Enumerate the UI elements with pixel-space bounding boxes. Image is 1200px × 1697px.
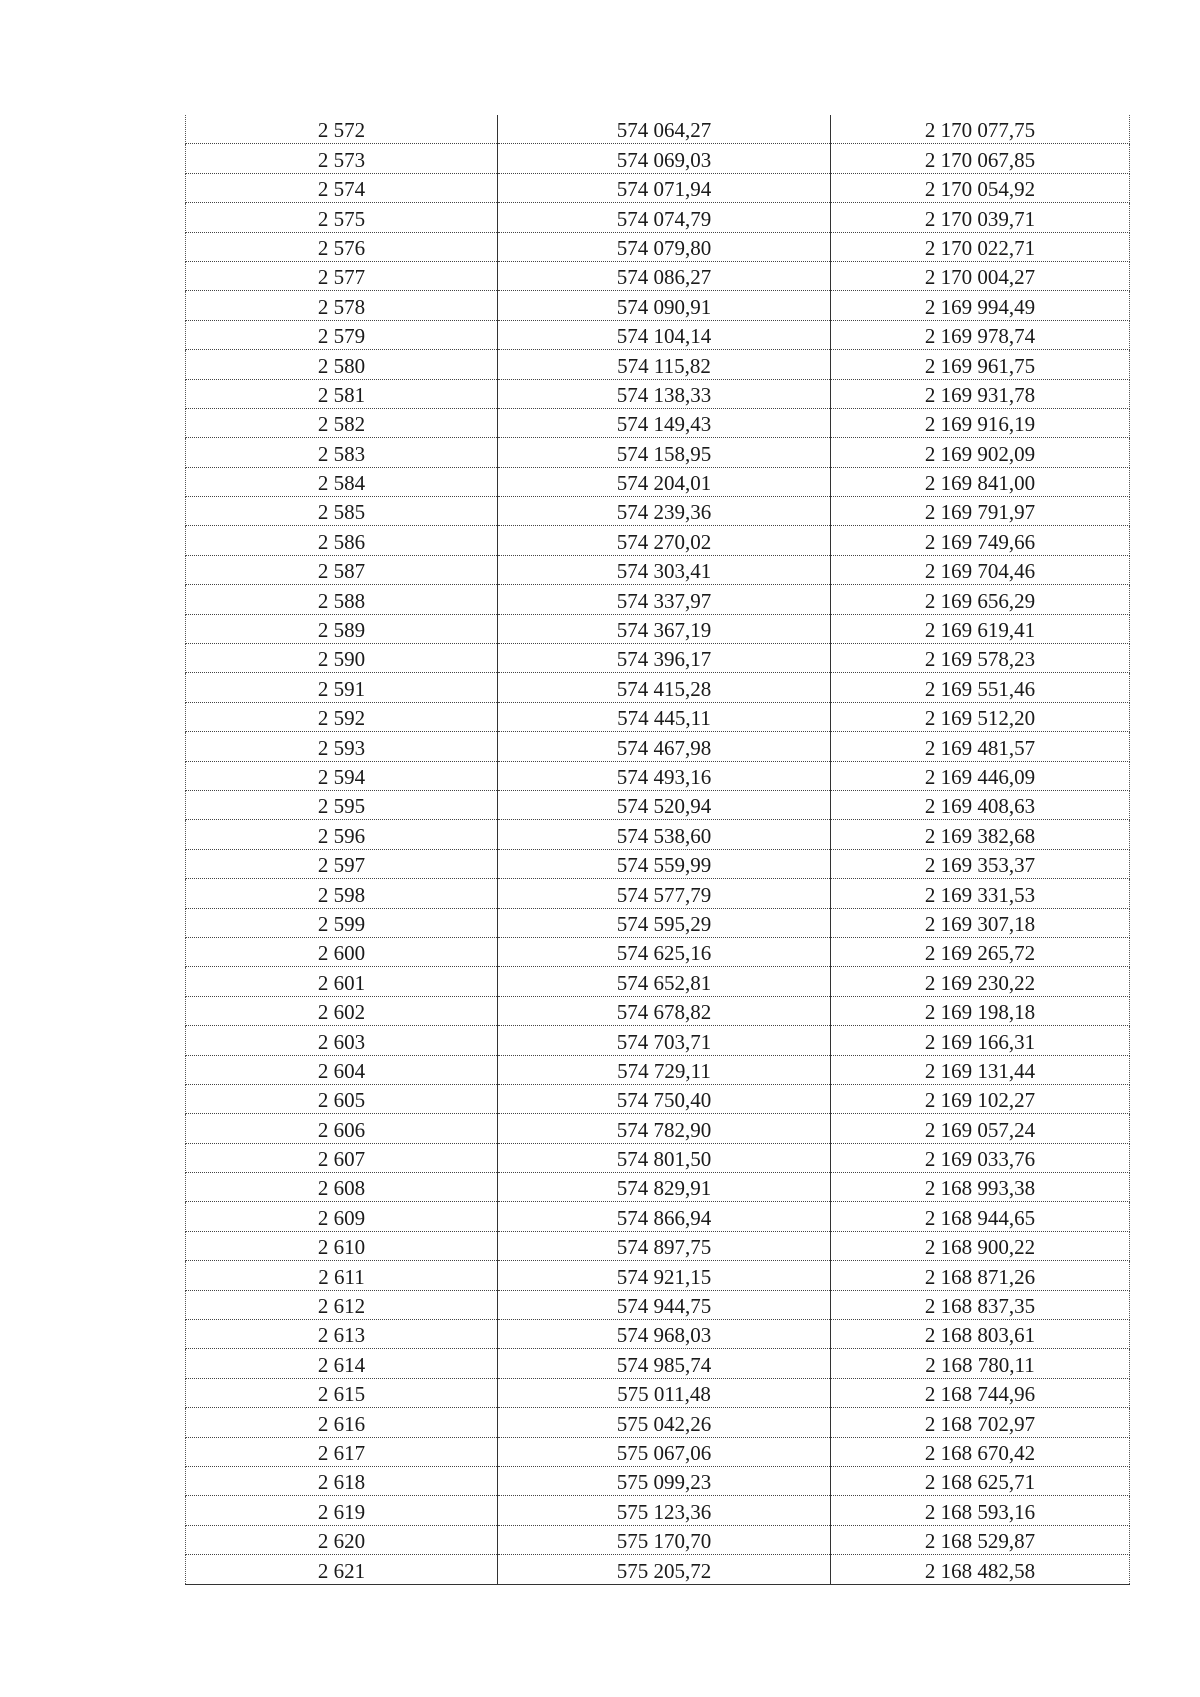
table-row bbox=[186, 1555, 1130, 1584]
point-number-cell: 2 608 bbox=[186, 1173, 498, 1202]
table-row bbox=[186, 1231, 1130, 1260]
x-coordinate-cell: 574 079,80 bbox=[498, 232, 831, 261]
y-coordinate-cell: 2 169 704,46 bbox=[831, 555, 1130, 584]
y-coordinate-cell: 2 170 039,71 bbox=[831, 203, 1130, 232]
point-number-cell: 2 588 bbox=[186, 585, 498, 614]
x-coordinate-cell: 574 595,29 bbox=[498, 908, 831, 937]
y-coordinate-cell: 2 168 744,96 bbox=[831, 1378, 1130, 1407]
point-number-cell: 2 586 bbox=[186, 526, 498, 555]
y-coordinate-cell: 2 169 512,20 bbox=[831, 702, 1130, 731]
y-coordinate-cell: 2 168 482,58 bbox=[831, 1555, 1130, 1584]
point-number-cell: 2 578 bbox=[186, 291, 498, 320]
x-coordinate-cell: 575 123,36 bbox=[498, 1496, 831, 1525]
table-row bbox=[186, 1525, 1130, 1554]
y-coordinate-cell: 2 169 382,68 bbox=[831, 820, 1130, 849]
table-row bbox=[186, 967, 1130, 996]
point-number-cell: 2 595 bbox=[186, 790, 498, 819]
y-coordinate-cell: 2 169 961,75 bbox=[831, 350, 1130, 379]
y-coordinate-cell: 2 169 578,23 bbox=[831, 644, 1130, 673]
table-row bbox=[186, 732, 1130, 761]
x-coordinate-cell: 574 104,14 bbox=[498, 320, 831, 349]
point-number-cell: 2 616 bbox=[186, 1408, 498, 1437]
point-number-cell: 2 619 bbox=[186, 1496, 498, 1525]
point-number-cell: 2 577 bbox=[186, 261, 498, 290]
y-coordinate-cell: 2 169 841,00 bbox=[831, 467, 1130, 496]
table-row bbox=[186, 291, 1130, 320]
point-number-cell: 2 611 bbox=[186, 1261, 498, 1290]
y-coordinate-cell: 2 168 993,38 bbox=[831, 1173, 1130, 1202]
x-coordinate-cell: 574 149,43 bbox=[498, 408, 831, 437]
point-number-cell: 2 585 bbox=[186, 497, 498, 526]
y-coordinate-cell: 2 169 481,57 bbox=[831, 732, 1130, 761]
table-row bbox=[186, 467, 1130, 496]
table-row bbox=[186, 673, 1130, 702]
x-coordinate-cell: 574 703,71 bbox=[498, 1026, 831, 1055]
table-row bbox=[186, 820, 1130, 849]
table-row bbox=[186, 1173, 1130, 1202]
x-coordinate-cell: 574 577,79 bbox=[498, 879, 831, 908]
x-coordinate-cell: 574 303,41 bbox=[498, 555, 831, 584]
y-coordinate-cell: 2 168 593,16 bbox=[831, 1496, 1130, 1525]
table-row bbox=[186, 1143, 1130, 1172]
y-coordinate-cell: 2 169 033,76 bbox=[831, 1143, 1130, 1172]
table-row bbox=[186, 1084, 1130, 1113]
table-row bbox=[186, 526, 1130, 555]
x-coordinate-cell: 574 367,19 bbox=[498, 614, 831, 643]
y-coordinate-cell: 2 168 900,22 bbox=[831, 1231, 1130, 1260]
point-number-cell: 2 617 bbox=[186, 1437, 498, 1466]
y-coordinate-cell: 2 169 749,66 bbox=[831, 526, 1130, 555]
table-row bbox=[186, 849, 1130, 878]
x-coordinate-cell: 575 205,72 bbox=[498, 1555, 831, 1584]
table-row bbox=[186, 1349, 1130, 1378]
y-coordinate-cell: 2 169 230,22 bbox=[831, 967, 1130, 996]
x-coordinate-cell: 574 559,99 bbox=[498, 849, 831, 878]
y-coordinate-cell: 2 169 408,63 bbox=[831, 790, 1130, 819]
x-coordinate-cell: 574 750,40 bbox=[498, 1084, 831, 1113]
x-coordinate-cell: 574 652,81 bbox=[498, 967, 831, 996]
x-coordinate-cell: 575 067,06 bbox=[498, 1437, 831, 1466]
point-number-cell: 2 572 bbox=[186, 115, 498, 144]
table-row bbox=[186, 937, 1130, 966]
x-coordinate-cell: 574 921,15 bbox=[498, 1261, 831, 1290]
x-coordinate-cell: 574 074,79 bbox=[498, 203, 831, 232]
point-number-cell: 2 574 bbox=[186, 173, 498, 202]
point-number-cell: 2 591 bbox=[186, 673, 498, 702]
point-number-cell: 2 599 bbox=[186, 908, 498, 937]
point-number-cell: 2 579 bbox=[186, 320, 498, 349]
x-coordinate-cell: 574 625,16 bbox=[498, 937, 831, 966]
y-coordinate-cell: 2 168 803,61 bbox=[831, 1320, 1130, 1349]
point-number-cell: 2 593 bbox=[186, 732, 498, 761]
table-row bbox=[186, 1261, 1130, 1290]
x-coordinate-cell: 574 445,11 bbox=[498, 702, 831, 731]
point-number-cell: 2 604 bbox=[186, 1055, 498, 1084]
y-coordinate-cell: 2 169 265,72 bbox=[831, 937, 1130, 966]
y-coordinate-cell: 2 169 057,24 bbox=[831, 1114, 1130, 1143]
x-coordinate-cell: 574 678,82 bbox=[498, 996, 831, 1025]
point-number-cell: 2 621 bbox=[186, 1555, 498, 1584]
table-row bbox=[186, 585, 1130, 614]
table-row bbox=[186, 555, 1130, 584]
point-number-cell: 2 607 bbox=[186, 1143, 498, 1172]
point-number-cell: 2 614 bbox=[186, 1349, 498, 1378]
table-row bbox=[186, 320, 1130, 349]
table-row bbox=[186, 1378, 1130, 1407]
x-coordinate-cell: 574 071,94 bbox=[498, 173, 831, 202]
x-coordinate-cell: 574 520,94 bbox=[498, 790, 831, 819]
table-row bbox=[186, 232, 1130, 261]
y-coordinate-cell: 2 169 902,09 bbox=[831, 438, 1130, 467]
point-number-cell: 2 592 bbox=[186, 702, 498, 731]
point-number-cell: 2 597 bbox=[186, 849, 498, 878]
point-number-cell: 2 618 bbox=[186, 1466, 498, 1495]
x-coordinate-cell: 574 829,91 bbox=[498, 1173, 831, 1202]
x-coordinate-cell: 574 337,97 bbox=[498, 585, 831, 614]
point-number-cell: 2 613 bbox=[186, 1320, 498, 1349]
y-coordinate-cell: 2 169 131,44 bbox=[831, 1055, 1130, 1084]
x-coordinate-cell: 574 090,91 bbox=[498, 291, 831, 320]
point-number-cell: 2 615 bbox=[186, 1378, 498, 1407]
point-number-cell: 2 620 bbox=[186, 1525, 498, 1554]
point-number-cell: 2 594 bbox=[186, 761, 498, 790]
table-row bbox=[186, 1466, 1130, 1495]
point-number-cell: 2 602 bbox=[186, 996, 498, 1025]
y-coordinate-cell: 2 169 978,74 bbox=[831, 320, 1130, 349]
y-coordinate-cell: 2 169 198,18 bbox=[831, 996, 1130, 1025]
table-row bbox=[186, 350, 1130, 379]
y-coordinate-cell: 2 170 004,27 bbox=[831, 261, 1130, 290]
y-coordinate-cell: 2 168 944,65 bbox=[831, 1202, 1130, 1231]
x-coordinate-cell: 575 170,70 bbox=[498, 1525, 831, 1554]
x-coordinate-cell: 574 538,60 bbox=[498, 820, 831, 849]
x-coordinate-cell: 574 064,27 bbox=[498, 115, 831, 144]
x-coordinate-cell: 574 493,16 bbox=[498, 761, 831, 790]
point-number-cell: 2 573 bbox=[186, 144, 498, 173]
table-row bbox=[186, 644, 1130, 673]
x-coordinate-cell: 574 204,01 bbox=[498, 467, 831, 496]
x-coordinate-cell: 574 086,27 bbox=[498, 261, 831, 290]
y-coordinate-cell: 2 168 780,11 bbox=[831, 1349, 1130, 1378]
x-coordinate-cell: 575 099,23 bbox=[498, 1466, 831, 1495]
x-coordinate-cell: 574 866,94 bbox=[498, 1202, 831, 1231]
y-coordinate-cell: 2 168 625,71 bbox=[831, 1466, 1130, 1495]
y-coordinate-cell: 2 169 446,09 bbox=[831, 761, 1130, 790]
point-number-cell: 2 575 bbox=[186, 203, 498, 232]
table-row bbox=[186, 173, 1130, 202]
x-coordinate-cell: 574 985,74 bbox=[498, 1349, 831, 1378]
x-coordinate-cell: 574 782,90 bbox=[498, 1114, 831, 1143]
point-number-cell: 2 610 bbox=[186, 1231, 498, 1260]
y-coordinate-cell: 2 169 353,37 bbox=[831, 849, 1130, 878]
point-number-cell: 2 600 bbox=[186, 937, 498, 966]
x-coordinate-cell: 575 011,48 bbox=[498, 1378, 831, 1407]
x-coordinate-cell: 574 467,98 bbox=[498, 732, 831, 761]
coordinates-table-body bbox=[186, 115, 1130, 1584]
point-number-cell: 2 596 bbox=[186, 820, 498, 849]
table-row bbox=[186, 702, 1130, 731]
table-row bbox=[186, 144, 1130, 173]
table-row bbox=[186, 497, 1130, 526]
table-row bbox=[186, 261, 1130, 290]
x-coordinate-cell: 574 138,33 bbox=[498, 379, 831, 408]
y-coordinate-cell: 2 169 994,49 bbox=[831, 291, 1130, 320]
table-row bbox=[186, 438, 1130, 467]
y-coordinate-cell: 2 168 837,35 bbox=[831, 1290, 1130, 1319]
y-coordinate-cell: 2 169 551,46 bbox=[831, 673, 1130, 702]
y-coordinate-cell: 2 170 054,92 bbox=[831, 173, 1130, 202]
y-coordinate-cell: 2 169 307,18 bbox=[831, 908, 1130, 937]
y-coordinate-cell: 2 169 619,41 bbox=[831, 614, 1130, 643]
point-number-cell: 2 580 bbox=[186, 350, 498, 379]
point-number-cell: 2 603 bbox=[186, 1026, 498, 1055]
table-row bbox=[186, 1202, 1130, 1231]
y-coordinate-cell: 2 169 791,97 bbox=[831, 497, 1130, 526]
table-row bbox=[186, 996, 1130, 1025]
point-number-cell: 2 589 bbox=[186, 614, 498, 643]
point-number-cell: 2 587 bbox=[186, 555, 498, 584]
x-coordinate-cell: 574 968,03 bbox=[498, 1320, 831, 1349]
x-coordinate-cell: 574 801,50 bbox=[498, 1143, 831, 1172]
point-number-cell: 2 601 bbox=[186, 967, 498, 996]
table-row bbox=[186, 1408, 1130, 1437]
y-coordinate-cell: 2 169 331,53 bbox=[831, 879, 1130, 908]
table-row bbox=[186, 203, 1130, 232]
table-row bbox=[186, 790, 1130, 819]
y-coordinate-cell: 2 169 931,78 bbox=[831, 379, 1130, 408]
y-coordinate-cell: 2 168 670,42 bbox=[831, 1437, 1130, 1466]
table-row bbox=[186, 408, 1130, 437]
x-coordinate-cell: 574 415,28 bbox=[498, 673, 831, 702]
table-row bbox=[186, 879, 1130, 908]
point-number-cell: 2 582 bbox=[186, 408, 498, 437]
point-number-cell: 2 590 bbox=[186, 644, 498, 673]
y-coordinate-cell: 2 170 022,71 bbox=[831, 232, 1130, 261]
x-coordinate-cell: 574 270,02 bbox=[498, 526, 831, 555]
table-row bbox=[186, 1055, 1130, 1084]
point-number-cell: 2 612 bbox=[186, 1290, 498, 1319]
x-coordinate-cell: 574 115,82 bbox=[498, 350, 831, 379]
y-coordinate-cell: 2 169 102,27 bbox=[831, 1084, 1130, 1113]
point-number-cell: 2 605 bbox=[186, 1084, 498, 1113]
x-coordinate-cell: 574 069,03 bbox=[498, 144, 831, 173]
table-row bbox=[186, 1437, 1130, 1466]
point-number-cell: 2 576 bbox=[186, 232, 498, 261]
x-coordinate-cell: 575 042,26 bbox=[498, 1408, 831, 1437]
x-coordinate-cell: 574 239,36 bbox=[498, 497, 831, 526]
table-row bbox=[186, 115, 1130, 144]
y-coordinate-cell: 2 168 871,26 bbox=[831, 1261, 1130, 1290]
y-coordinate-cell: 2 169 166,31 bbox=[831, 1026, 1130, 1055]
point-number-cell: 2 606 bbox=[186, 1114, 498, 1143]
table-row bbox=[186, 1114, 1130, 1143]
table-row bbox=[186, 614, 1130, 643]
table-row bbox=[186, 1496, 1130, 1525]
table-row bbox=[186, 1320, 1130, 1349]
table-row bbox=[186, 1290, 1130, 1319]
x-coordinate-cell: 574 396,17 bbox=[498, 644, 831, 673]
y-coordinate-cell: 2 170 077,75 bbox=[831, 115, 1130, 144]
table-row bbox=[186, 379, 1130, 408]
y-coordinate-cell: 2 169 656,29 bbox=[831, 585, 1130, 614]
point-number-cell: 2 581 bbox=[186, 379, 498, 408]
y-coordinate-cell: 2 170 067,85 bbox=[831, 144, 1130, 173]
y-coordinate-cell: 2 169 916,19 bbox=[831, 408, 1130, 437]
table-row bbox=[186, 908, 1130, 937]
x-coordinate-cell: 574 729,11 bbox=[498, 1055, 831, 1084]
y-coordinate-cell: 2 168 702,97 bbox=[831, 1408, 1130, 1437]
coordinates-table bbox=[185, 115, 1130, 1585]
point-number-cell: 2 584 bbox=[186, 467, 498, 496]
table-row bbox=[186, 1026, 1130, 1055]
y-coordinate-cell: 2 168 529,87 bbox=[831, 1525, 1130, 1554]
point-number-cell: 2 609 bbox=[186, 1202, 498, 1231]
x-coordinate-cell: 574 897,75 bbox=[498, 1231, 831, 1260]
table-row bbox=[186, 761, 1130, 790]
point-number-cell: 2 598 bbox=[186, 879, 498, 908]
x-coordinate-cell: 574 944,75 bbox=[498, 1290, 831, 1319]
point-number-cell: 2 583 bbox=[186, 438, 498, 467]
x-coordinate-cell: 574 158,95 bbox=[498, 438, 831, 467]
